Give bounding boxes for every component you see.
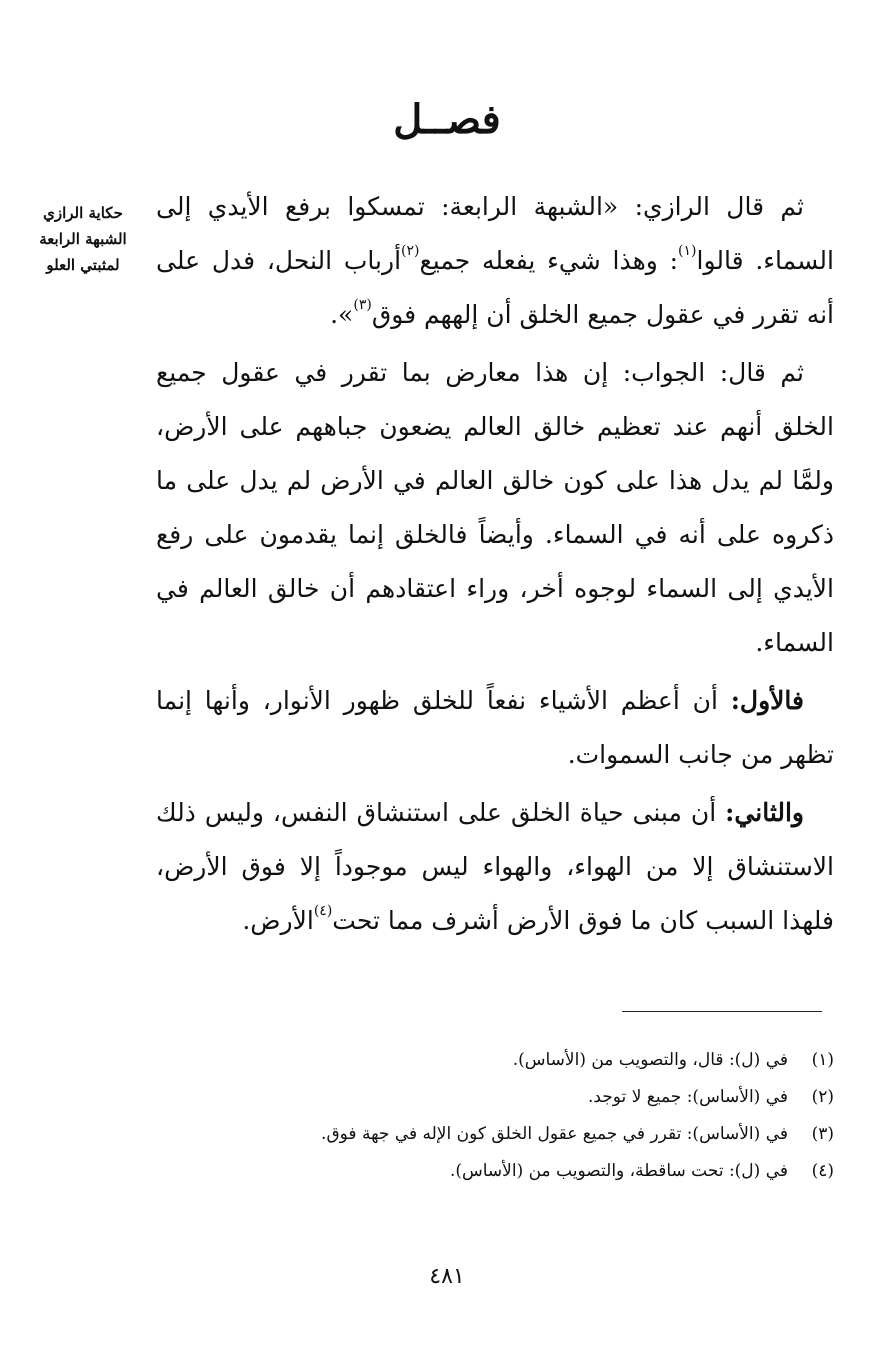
margin-note-line: الشبهة الرابعة [39,230,127,248]
margin-note-line: حكاية الرازي [43,204,123,222]
footnote-number: (٣) [811,1124,834,1144]
text-run: : وهذا شيء يفعله جميع [419,246,679,275]
text-run: أن مبنى حياة الخلق على استنشاق النفس، وليس ذلك الاستنشاق إلا من الهواء، والهواء ليس موجوداً إلا فوق الأرض، فلهذا السبب كان ما فوق الأرض أشرف مما تحت [156,798,834,935]
footnote [194,1153,834,1190]
footnotes [194,1042,834,1190]
text-run: ثم قال الرازي: «الشبهة الرابعة: تمسكوا برفع الأيدي إلى السماء. قالوا [156,192,834,275]
footnote-ref: (١) [678,243,697,259]
page-number: ٤٨١ [429,1264,465,1289]
section-heading: فصــل [393,96,501,143]
paragraph-lead: والثاني: [725,798,804,827]
footnote-ref: (٢) [401,243,420,259]
paragraph-first-reason [156,674,834,782]
footnote-separator [622,1011,822,1012]
footnote-text: في (ل): تحت ساقطة، والتصويب من (الأساس). [449,1161,788,1181]
margin-note [30,200,136,278]
text-run: الأرض. [242,906,314,935]
footnote-text: في (ل): قال، والتصويب من (الأساس). [512,1050,788,1070]
footnote-ref: (٤) [313,903,333,919]
text-run: ثم قال: الجواب: إن هذا معارض بما تقرر في عقول جميع الخلق أنهم عند تعظيم خالق العالم يضعون جباههم على الأرض، ولمَّا لم يدل هذا على كون خالق العالم في الأرض لم يدل على ما ذكروه على أنه في السماء. وأيضاً فالخلق إنما يقدمون على رفع الأيدي إلى السماء لوجوه أخر، وراء اعتقادهم أن خالق العالم في السماء. [156,358,834,657]
footnote-text: في (الأساس): جميع لا توجد. [587,1087,788,1107]
footnote-text: في (الأساس): تقرر في جميع عقول الخلق كون الإله في جهة فوق. [321,1124,788,1144]
footnote-ref: (٣) [353,297,372,313]
text-run: ». [330,300,354,329]
paragraph-lead: فالأول: [730,686,804,715]
text-run: أن أعظم الأشياء نفعاً للخلق ظهور الأنوار، وأنها إنما تظهر من جانب السموات. [156,686,834,769]
main-text [156,180,834,952]
paragraph-second-reason [156,786,834,948]
footnote [194,1042,834,1079]
footnote [194,1079,834,1116]
footnote-number: (٤) [811,1161,834,1181]
footnote-number: (١) [811,1050,834,1070]
paragraph-answer [156,346,834,670]
footnote [194,1116,834,1153]
footnote-number: (٢) [811,1087,834,1107]
paragraph-quote [156,180,834,342]
margin-note-line: لمثبتي العلو [46,256,120,274]
text-run: أرباب النحل، فدل على أنه تقرر في عقول جميع الخلق أن إلههم فوق [156,246,834,329]
